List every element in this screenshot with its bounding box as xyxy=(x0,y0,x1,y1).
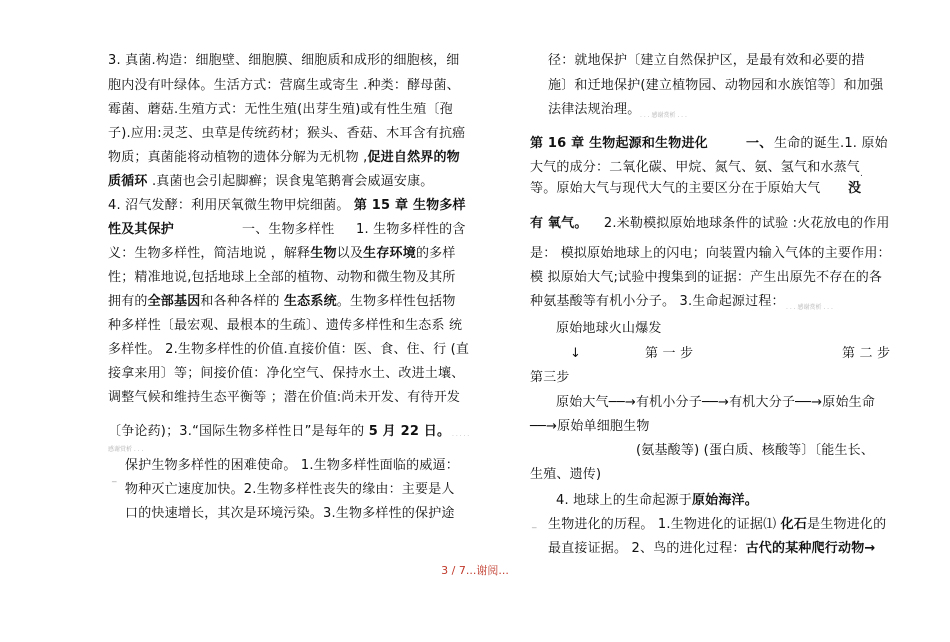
text-segment: .真菌也会引起脚癣；误食鬼笔鹅膏会威逼安康。 xyxy=(147,174,434,189)
text-segment: 最直接证据。 2、鸟的进化过程： xyxy=(548,541,746,556)
text-line xyxy=(548,517,886,533)
step-label: 第 二 步 xyxy=(842,346,891,361)
text-segment: 以及 xyxy=(336,246,364,261)
step-label: 第 一 步 xyxy=(645,346,694,361)
text-segment: 生命的诞生.1. 原始 xyxy=(774,136,888,151)
text-segment: 等。原始大气与现代大气的主要区分在于原始大气 xyxy=(530,181,821,196)
text-line: 多样性。 2.生物多样性的价值.直接价值：医、食、住、行 (直 xyxy=(108,342,470,357)
bold-term: 古代的某种爬行动物→ xyxy=(745,541,876,556)
text-line xyxy=(108,222,466,238)
bold-term: 质循环 xyxy=(108,174,148,189)
text-line: 性；精准地说,包括地球上全部的植物、动物和微生物及其所 xyxy=(108,270,456,285)
bold-term: 生态系统 xyxy=(283,294,337,309)
arrow-down-icon: ↓ xyxy=(570,346,582,361)
text-line xyxy=(108,198,466,214)
text-line xyxy=(108,294,456,310)
watermark-note: . . . 感谢赏析 . . . xyxy=(640,112,687,119)
text-line: 生殖、遗传) xyxy=(530,467,602,482)
text-line: 接拿来用〕等；间接价值：净化空气、保持水土、改进土壤、 xyxy=(108,366,465,381)
text-line xyxy=(530,136,890,152)
margin-mark: _ xyxy=(112,473,117,483)
text-line: 霉菌、蘑菇.生殖方式：无性生殖(出芽生殖)或有性生殖〔孢 xyxy=(108,102,453,117)
text-segment: 4. 沼气发酵：利用厌氧微生物甲烷细菌。 xyxy=(108,198,354,213)
text-line xyxy=(530,181,868,197)
text-line: 径：就地保护〔建立自然保护区，是最有效和必要的措 xyxy=(548,53,865,68)
watermark-note: . . . 感谢赏析 . . . xyxy=(786,304,833,311)
bold-term: 生物 xyxy=(310,246,337,261)
bold-term: 促进自然界的物 xyxy=(367,150,460,165)
bold-term: 5 月 22 日。 xyxy=(368,424,451,439)
text-line: 原始大气──→有机小分子──→有机大分子──→原始生命 xyxy=(556,395,876,410)
text-line: 口的快速增长，其次是环境污染。3.生物多样性的保护途 xyxy=(125,506,455,521)
text-line: 子).应用:灵芝、虫草是传统药材；猴头、香菇、木耳含有抗癌 xyxy=(108,126,466,141)
chapter-heading: 第 16 章 生物起源和生物进化 xyxy=(530,136,708,151)
text-segment: 〔争论药)；3.“国际生物多样性日”是每年的 xyxy=(108,424,369,439)
watermark-note: . . . . . xyxy=(452,431,470,438)
text-line: 是： 模拟原始地球上的闪电；向装置内输入气体的主要作用： xyxy=(530,246,891,261)
text-line xyxy=(556,493,758,509)
bold-term: 生存环境 xyxy=(363,246,416,261)
text-line xyxy=(530,216,890,232)
bold-term: 全部基因 xyxy=(147,294,201,309)
chapter-heading: 性及其保护 xyxy=(108,222,175,237)
text-line xyxy=(548,541,876,557)
text-line: 胞内没有叶绿体。生活方式：营腐生或寄生 .种类：酵母菌、 xyxy=(108,78,460,93)
text-segment: 。生物多样性包括物 xyxy=(336,294,456,309)
section-heading: 一、 xyxy=(746,136,773,151)
bold-term: 没 xyxy=(848,181,862,196)
text-line: ──→原始单细胞生物 xyxy=(530,419,650,434)
text-segment: 2.米勒模拟原始地球条件的试验 :火花放电的作用 xyxy=(603,216,890,231)
text-line: 种多样性〔最宏观、最根本的生疏〕、遗传多样性和生态系 统 xyxy=(108,318,463,333)
text-line: (氨基酸等) (蛋白质、核酸等〕〔能生长、 xyxy=(636,443,875,458)
text-segment: 生物进化的历程。 1.生物进化的证据⑴ xyxy=(548,517,781,532)
watermark-note: 感谢赏析 . . . xyxy=(108,446,144,453)
text-line: 施〕和迁地保护(建立植物园、动物园和水族馆等〕和加强 xyxy=(548,78,884,93)
text-line: 第三步 xyxy=(530,370,570,385)
section-heading: 一、生物多样性 xyxy=(242,222,335,237)
text-line: 大气的成分：二氧化碳、甲烷、氮气、氨、氢气和水蒸气 xyxy=(530,160,861,175)
text-segment: 物质；真菌能将动植物的遗体分解为无机物 , xyxy=(108,150,368,165)
page-footer: 3 / 7...谢阅... xyxy=(441,564,509,577)
text-line xyxy=(108,174,433,190)
bold-term: 原始海洋。 xyxy=(691,493,758,508)
bold-term: 有 氧气。 xyxy=(530,216,588,231)
chapter-heading: 第 15 章 生物多样 xyxy=(353,198,466,213)
margin-mark: . xyxy=(860,169,863,179)
text-line xyxy=(108,150,460,166)
text-line xyxy=(108,246,456,262)
text-line: 法律法规治理。 xyxy=(548,102,641,117)
text-line: 种氨基酸等有机小分子。 3.生命起源过程： xyxy=(530,294,785,309)
margin-mark: _ xyxy=(532,519,537,529)
text-segment: 拥有的 xyxy=(108,294,148,309)
text-line: 原始地球火山爆发 xyxy=(556,321,662,336)
text-line: 模 拟原始大气;试验中搜集到的证据：产生出原先不存在的各 xyxy=(530,270,883,285)
text-line: 3. 真菌.构造：细胞壁、细胞膜、细胞质和成形的细胞核，细 xyxy=(108,53,460,68)
bold-term: 化石 xyxy=(780,517,808,532)
text-line xyxy=(108,424,450,440)
text-segment: 是生物进化的 xyxy=(807,517,887,532)
text-segment: 的多样 xyxy=(415,246,456,261)
text-line: 调整气候和维持生态平衡等 ；潜在价值:尚未开发、有待开发 xyxy=(108,390,461,405)
text-line: 物种灭亡速度加快。2.生物多样性丧失的缘由：主要是人 xyxy=(125,482,455,497)
text-segment: 义：生物多样性，简洁地说 ，解释 xyxy=(108,246,311,261)
text-segment: 4. 地球上的生命起源于 xyxy=(556,493,692,508)
text-segment: 1. 生物多样性的含 xyxy=(356,222,466,237)
text-line: 保护生物多样性的困难使命。 1.生物多样性面临的威逼： xyxy=(125,458,459,473)
text-segment: 和各种各样的 xyxy=(200,294,284,309)
